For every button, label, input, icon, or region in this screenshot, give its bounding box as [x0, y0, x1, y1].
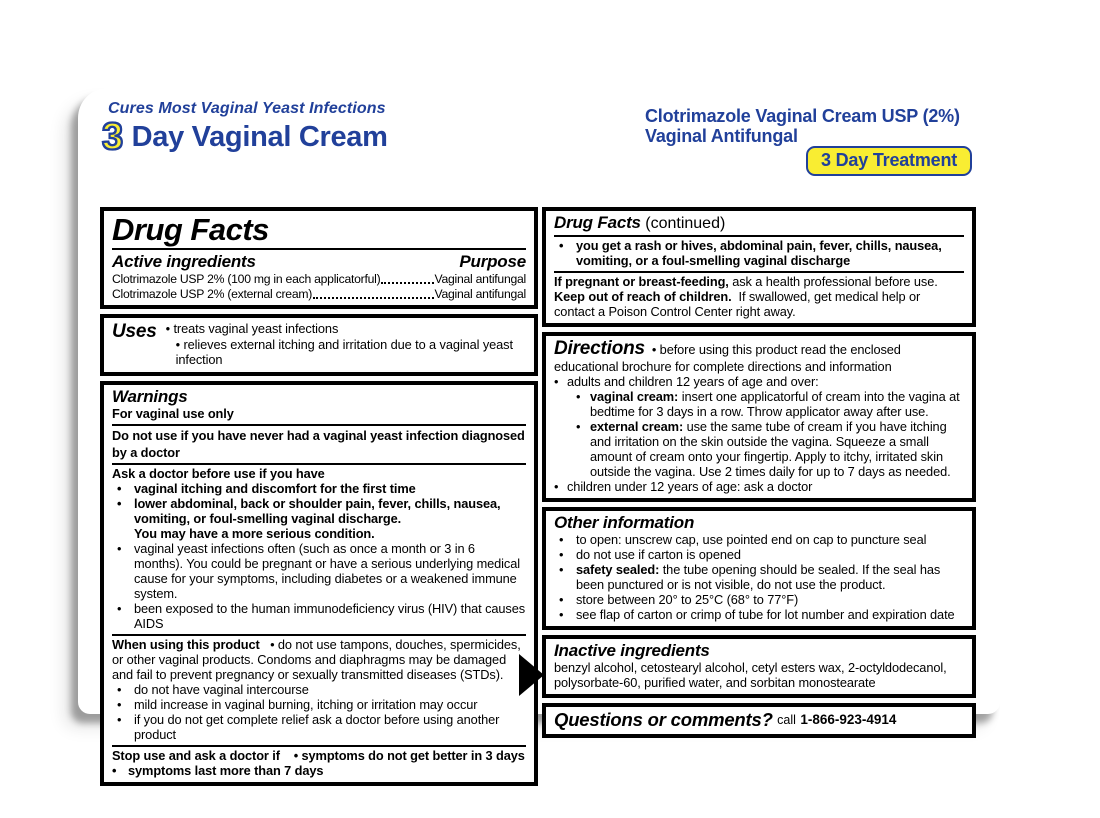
- keep-out-paragraph: [554, 290, 964, 320]
- divider: [112, 634, 526, 636]
- directions-intro-text: • before using this product read the enclosed educational brochure for complete directions and information: [554, 341, 901, 375]
- directions-vaginal-cream-bullet: [554, 390, 964, 420]
- inactive-ingredients-title: Inactive ingredients: [554, 640, 710, 660]
- pregnant-paragraph: [554, 275, 964, 290]
- active-ingredients-heading: Active ingredients: [112, 252, 256, 272]
- questions-call-label: call: [777, 712, 796, 727]
- ingredient-name: Clotrimazole USP 2% (external cream): [112, 287, 313, 302]
- questions-box: [542, 703, 976, 738]
- ingredient-row: [112, 287, 526, 302]
- stop-use-bullet: • symptoms last more than 7 days: [112, 764, 526, 779]
- left-column: [100, 207, 538, 778]
- pregnant-text: ask a health professional before use.: [732, 273, 938, 289]
- brand-name: Day Vaginal Cream: [131, 121, 388, 153]
- safety-sealed-lead: safety sealed:: [576, 561, 660, 577]
- questions-title: Questions or comments?: [554, 708, 773, 730]
- ingredient-row: [112, 272, 526, 287]
- brand-number-3: 3: [102, 116, 124, 158]
- other-info-bullet: • do not use if carton is opened: [554, 548, 964, 563]
- stop-use-lead: Stop use and ask a doctor if: [112, 747, 280, 763]
- directions-children-bullet: • children under 12 years of age: ask a doctor: [554, 480, 964, 495]
- vaginal-cream-text: insert one applicatorful of cream into the vagina at bedtime for 3 days in a row. Throw applicator away after use.: [590, 389, 960, 419]
- product-line1: Clotrimazole Vaginal Cream USP (2%): [645, 106, 960, 126]
- stop-use-inline: • symptoms do not get better in 3 days: [293, 747, 525, 763]
- warnings-box: [100, 381, 538, 786]
- divider: [112, 463, 526, 465]
- when-using-lead: When using this product: [112, 636, 260, 652]
- product-description: [645, 106, 960, 146]
- dot-leader: [381, 282, 433, 284]
- other-info-bullet: • see flap of carton or crimp of tube for lot number and expiration date: [554, 608, 964, 623]
- uses-bullets: [166, 321, 526, 368]
- treatment-badge: 3 Day Treatment: [806, 146, 972, 176]
- divider: [112, 424, 526, 426]
- purpose-heading: Purpose: [459, 252, 526, 272]
- other-info-bullet: [554, 563, 964, 593]
- questions-phone-number: 1-866-923-4914: [800, 712, 897, 728]
- keep-out-lead: Keep out of reach of children.: [554, 288, 732, 304]
- external-cream-text: use the same tube of cream if you have itching and irritation on the skin outside the vagina. Squeeze a small amount of cream onto your fingertip. Apply to itchy, irritated skin outside the vagina. Use 2 times daily for up to 7 days as needed.: [590, 418, 951, 479]
- other-info-bullet: • to open: unscrew cap, use pointed end on cap to puncture seal: [554, 533, 964, 548]
- warnings-title: Warnings: [112, 387, 188, 407]
- continued-suffix: (continued): [645, 215, 726, 232]
- vaginal-cream-lead: vaginal cream:: [590, 389, 679, 404]
- keep-out-text: If swallowed, get medical help or contact a Poison Control Center right away.: [554, 288, 921, 319]
- continuation-arrow-icon: [519, 654, 544, 696]
- other-information-title: Other information: [554, 512, 695, 532]
- directions-intro: [554, 338, 964, 375]
- pregnant-lead: If pregnant or breast-feeding,: [554, 273, 729, 289]
- product-line2: Vaginal Antifungal: [645, 126, 798, 147]
- other-info-bullet: • store between 20° to 25°C (68° to 77°F): [554, 593, 964, 608]
- inactive-ingredients-text: benzyl alcohol, cetostearyl alcohol, cetyl esters wax, 2-octyldodecanol, polysorbate-60, purified water, and sorbitan monostearate: [554, 659, 947, 690]
- ingredient-purpose: Vaginal antifungal: [434, 287, 526, 302]
- when-using-bullet: • do not have vaginal intercourse: [112, 683, 526, 698]
- safety-sealed-text: the tube opening should be sealed. If the seal has been punctured or is not visible, do not use the product.: [576, 561, 941, 592]
- when-using-bullet: • mild increase in vaginal burning, itching or irritation may occur: [112, 698, 526, 713]
- when-using-text: • do not use tampons, douches, spermicides, or other vaginal products. Condoms and diaphragms may be damaged and fail to prevent pregnancy or sexually transmitted diseases (STDs).: [112, 636, 521, 682]
- divider: [112, 745, 526, 747]
- directions-adults-bullet: • adults and children 12 years of age and over:: [554, 375, 964, 390]
- label-card: [78, 88, 1000, 778]
- when-using-paragraph: [112, 638, 526, 683]
- directions-box: [542, 332, 976, 502]
- ask-doctor-bullet: • vaginal itching and discomfort for the first time: [112, 482, 526, 497]
- ask-doctor-bullet: • been exposed to the human immunodeficiency virus (HIV) that causes AIDS: [112, 602, 526, 632]
- drug-facts-panel: [100, 207, 976, 778]
- when-using-bullet: • if you do not get complete relief ask a doctor before using another product: [112, 713, 526, 743]
- inactive-ingredients-box: [542, 635, 976, 698]
- drug-facts-title: Drug Facts: [112, 212, 269, 247]
- divider: [554, 235, 964, 237]
- uses-bullet: • relieves external itching and irritation due to a vaginal yeast infection: [166, 337, 526, 368]
- ingredient-purpose: Vaginal antifungal: [434, 272, 526, 287]
- divider: [554, 271, 964, 273]
- do-not-use-text: Do not use if you have never had a vaginal yeast infection diagnosed by a doctor: [112, 428, 525, 460]
- uses-bullet: • treats vaginal yeast infections: [166, 321, 526, 337]
- divider: [112, 248, 526, 250]
- ask-doctor-bullet: • lower abdominal, back or shoulder pain, fever, chills, nausea, vomiting, or foul-smelling vaginal discharge. You may have a more serious condition.: [112, 497, 526, 542]
- drug-facts-continued-box: [542, 207, 976, 327]
- warnings-subtitle: For vaginal use only: [112, 406, 234, 422]
- tagline: Cures Most Vaginal Yeast Infections: [108, 100, 386, 117]
- stop-use-paragraph: [112, 749, 526, 764]
- external-cream-lead: external cream:: [590, 418, 684, 434]
- uses-box: [100, 314, 538, 376]
- continued-title: Drug Facts: [554, 213, 641, 232]
- ingredient-name: Clotrimazole USP 2% (100 mg in each applicatorful): [112, 272, 381, 287]
- ask-doctor-bullet: • vaginal yeast infections often (such as once a month or 3 in 6 months). You could be pregnant or have a serious underlying medical cause for your symptoms, including diabetes or a weakened immune system.: [112, 542, 526, 602]
- right-column: [542, 207, 976, 730]
- brand-title: [102, 116, 388, 159]
- active-ingredients-header-row: [112, 252, 526, 272]
- directions-title: Directions: [554, 337, 645, 359]
- continued-title-row: [554, 213, 964, 233]
- other-information-box: [542, 507, 976, 630]
- continued-bullet: • you get a rash or hives, abdominal pain, fever, chills, nausea, vomiting, or a foul-smelling vaginal discharge: [554, 239, 964, 269]
- directions-external-cream-bullet: [554, 420, 964, 480]
- drug-facts-box: [100, 207, 538, 309]
- uses-title: Uses: [112, 321, 157, 343]
- ask-doctor-heading: Ask a doctor before use if you have: [112, 466, 325, 482]
- dot-leader: [313, 297, 433, 299]
